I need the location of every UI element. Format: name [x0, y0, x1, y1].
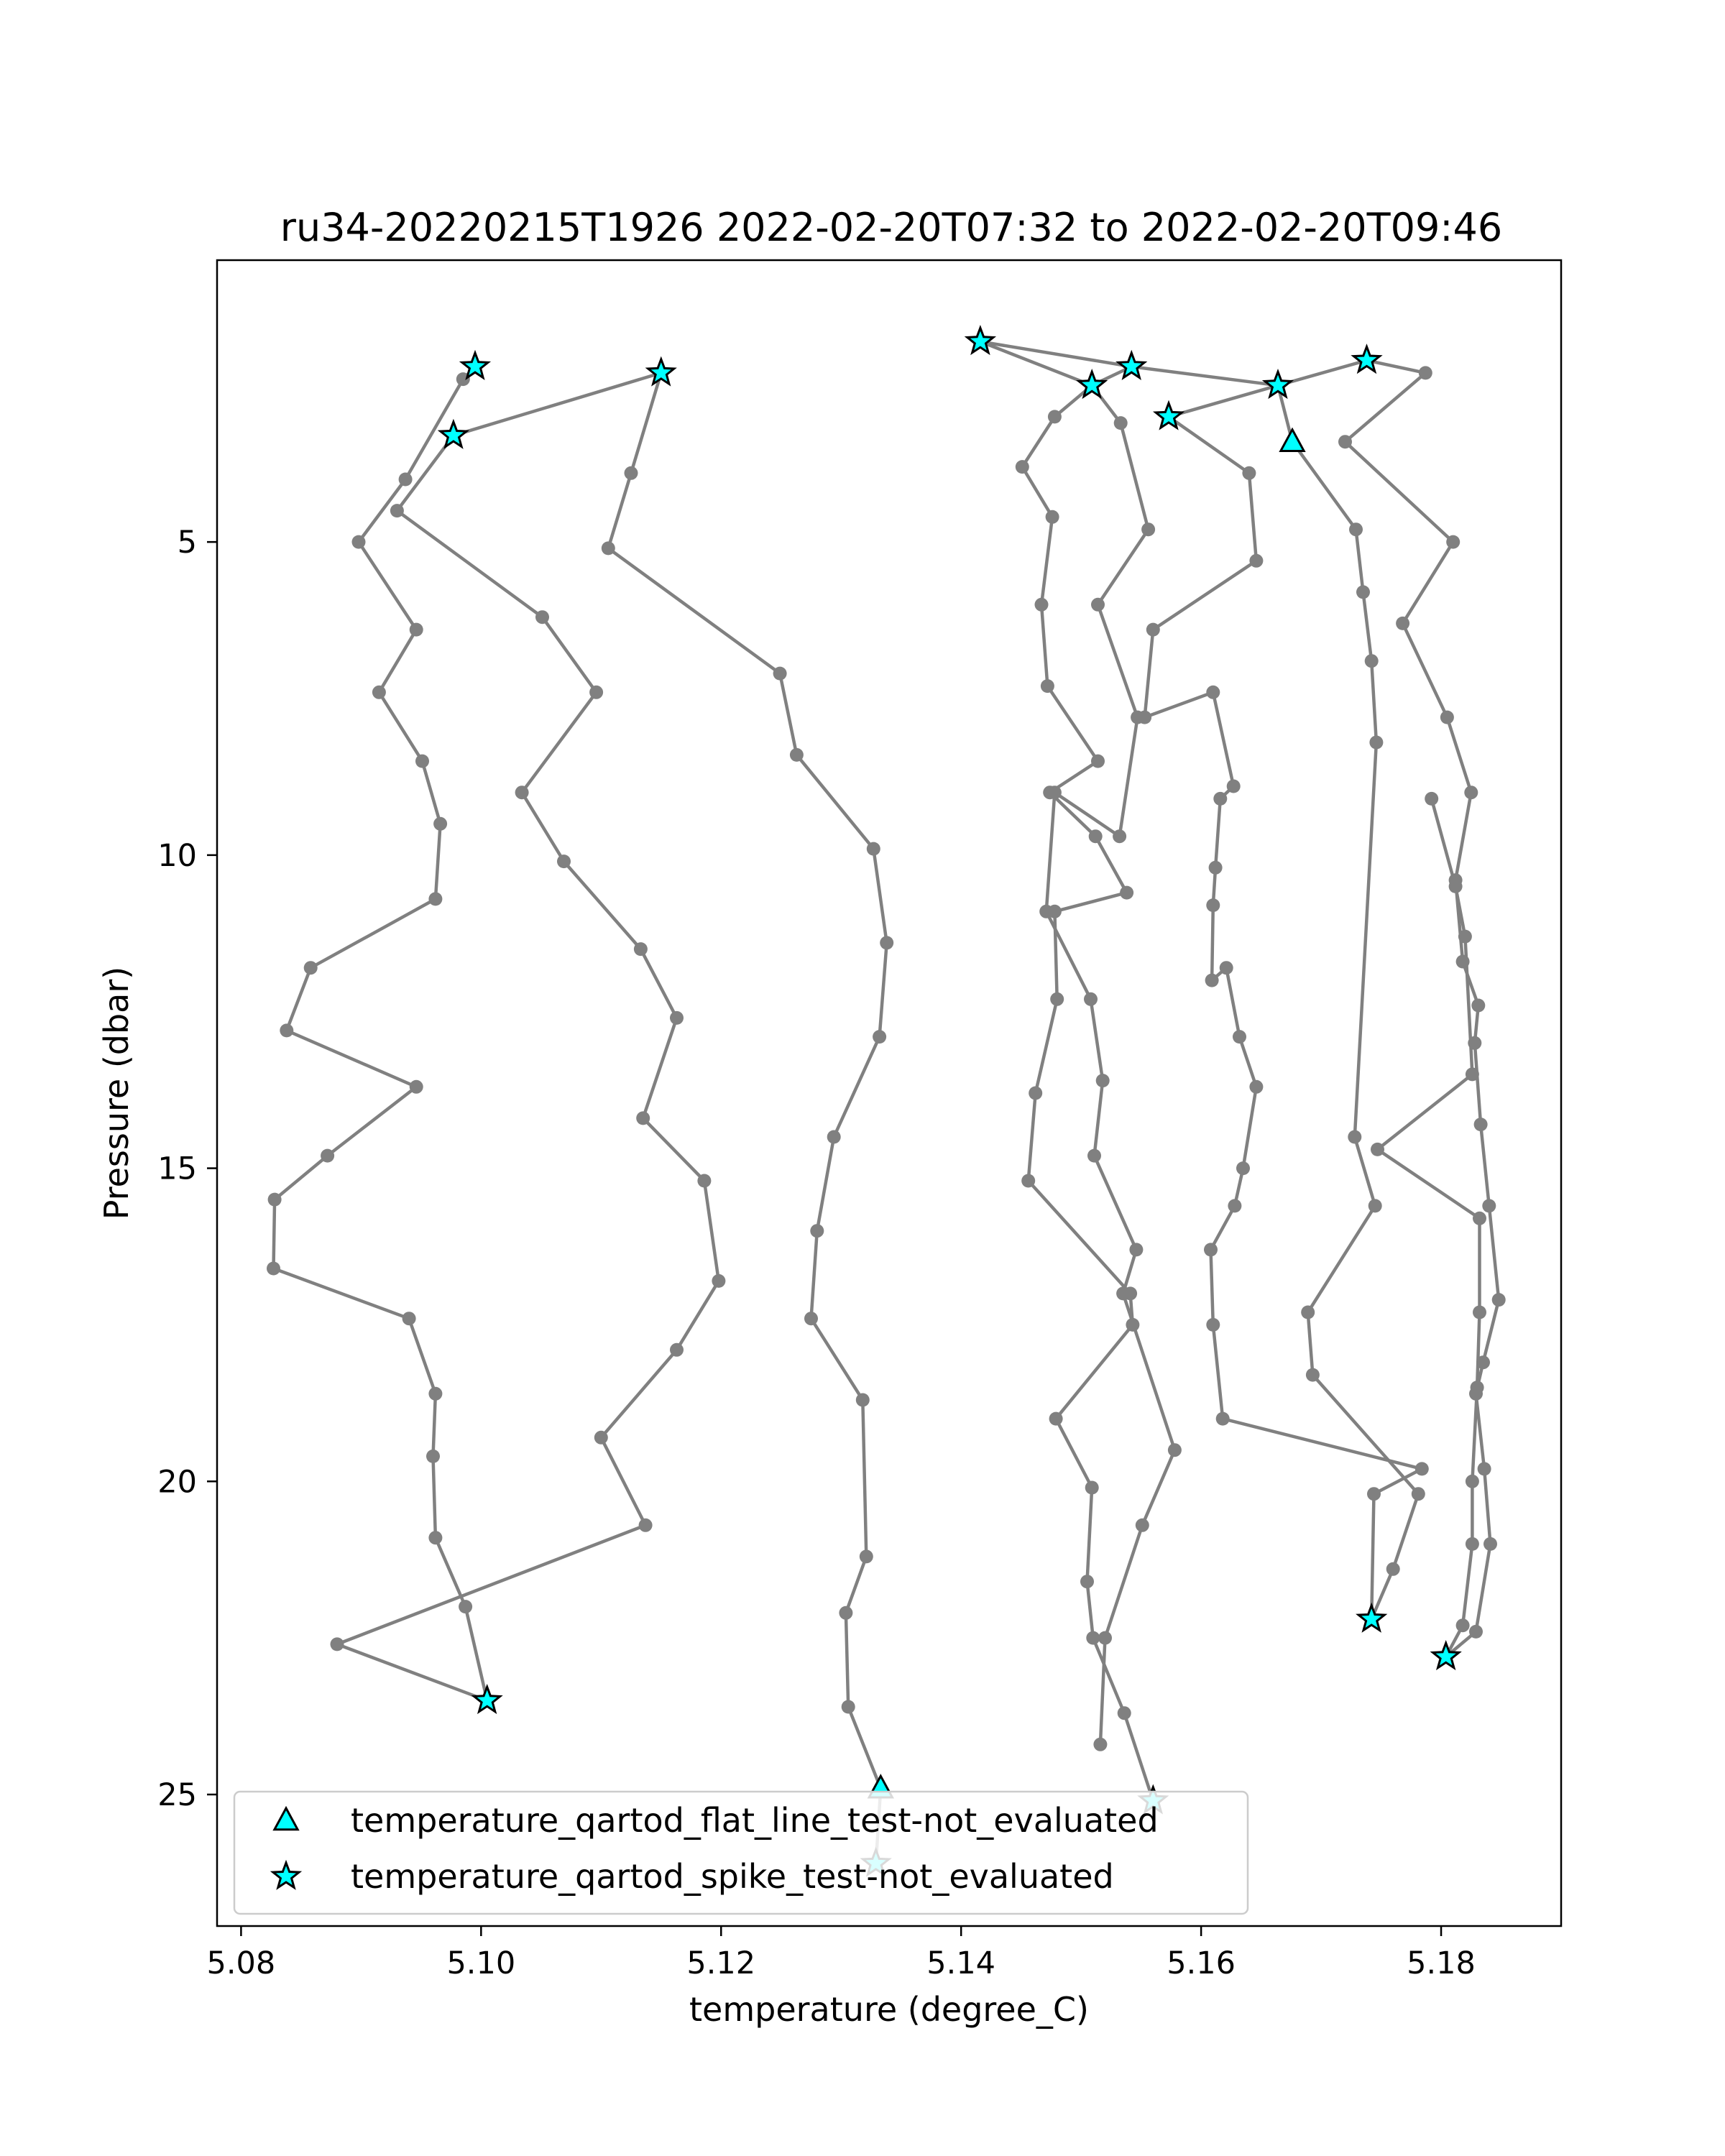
data-point [1141, 522, 1155, 536]
data-point [1048, 410, 1062, 423]
data-point [267, 1262, 280, 1276]
data-point [594, 1431, 608, 1445]
data-point [1396, 617, 1409, 630]
data-point [1469, 1625, 1483, 1639]
y-tick-label: 25 [157, 1777, 197, 1813]
legend [234, 1792, 1248, 1914]
legend-item [273, 1857, 1114, 1896]
data-point [1449, 880, 1463, 893]
data-point [1474, 1118, 1488, 1131]
data-point [428, 1387, 442, 1401]
data-point [873, 1030, 886, 1044]
data-point [867, 842, 880, 856]
data-point [535, 610, 549, 624]
data-point [804, 1312, 818, 1325]
data-point [1085, 1481, 1099, 1495]
data-point [634, 942, 648, 956]
data-point [1089, 829, 1103, 843]
data-point [1205, 974, 1219, 987]
data-point [1482, 1199, 1496, 1212]
data-point [1425, 792, 1438, 806]
data-point [410, 1080, 423, 1094]
data-point [268, 1193, 282, 1207]
data-point [1228, 1199, 1241, 1212]
data-point [1473, 1212, 1486, 1225]
data-point [1168, 1443, 1182, 1457]
data-point [1206, 1318, 1220, 1332]
data-point [1093, 1738, 1107, 1751]
data-point [1386, 1562, 1400, 1576]
data-point [1466, 1537, 1479, 1551]
data-point [1046, 510, 1059, 524]
data-point [1227, 780, 1241, 793]
data-point [625, 466, 638, 480]
data-point [1216, 1412, 1230, 1426]
data-point [1116, 1286, 1130, 1300]
data-point [331, 1637, 344, 1651]
data-point [639, 1519, 653, 1532]
data-point [1440, 711, 1454, 724]
data-point [1220, 961, 1233, 975]
data-point [1136, 1519, 1149, 1532]
y-tick-label: 15 [157, 1151, 197, 1187]
data-point [1236, 1161, 1250, 1175]
data-point [1035, 598, 1049, 612]
data-point [1213, 792, 1227, 806]
data-point [321, 1149, 334, 1163]
x-tick-label: 5.10 [446, 1945, 516, 1981]
data-point [1356, 585, 1370, 599]
data-point [1084, 992, 1098, 1006]
x-tick-label: 5.16 [1167, 1945, 1236, 1981]
data-point [839, 1606, 852, 1620]
data-point [352, 535, 366, 549]
data-point [670, 1343, 684, 1357]
data-point [773, 667, 787, 681]
data-point [1466, 1067, 1479, 1081]
data-point [304, 961, 318, 975]
data-point [712, 1274, 725, 1288]
data-point [1204, 1243, 1218, 1256]
data-point [1473, 1306, 1486, 1319]
x-axis-label: temperature (degree_C) [689, 1990, 1089, 2029]
data-point [280, 1023, 293, 1037]
data-point [372, 686, 386, 699]
data-point [459, 1600, 472, 1613]
data-point [842, 1700, 855, 1714]
data-point [1446, 535, 1460, 549]
data-point [428, 1531, 442, 1544]
data-point [1050, 992, 1064, 1006]
data-point [1242, 466, 1256, 480]
legend-label: temperature_qartod_flat_line_test-not_evaluated [351, 1801, 1159, 1840]
y-axis-label: Pressure (dbar) [97, 966, 136, 1220]
data-point [827, 1130, 841, 1144]
data-point [1118, 1706, 1131, 1720]
data-point [1466, 1475, 1479, 1488]
chart-title: ru34-20220215T1926 2022-02-20T07:32 to 2022-02-20T09:46 [280, 205, 1503, 250]
data-point [1471, 999, 1485, 1013]
data-point [1049, 1412, 1063, 1426]
data-point [1458, 930, 1472, 944]
data-point [1209, 861, 1223, 875]
data-point [1348, 1130, 1361, 1144]
data-point [1249, 554, 1263, 568]
data-point [390, 504, 404, 517]
data-point [589, 686, 603, 699]
data-point [1039, 905, 1053, 918]
data-point [1368, 1199, 1382, 1212]
data-point [1492, 1293, 1506, 1307]
x-tick-label: 5.08 [206, 1945, 276, 1981]
data-point [428, 892, 442, 906]
data-point [1365, 654, 1379, 668]
data-point [1021, 1174, 1035, 1188]
data-point [1146, 623, 1160, 637]
data-point [1120, 886, 1133, 900]
y-tick-label: 5 [177, 525, 197, 561]
data-point [1412, 1487, 1425, 1501]
data-point [1464, 786, 1478, 799]
data-point [1206, 898, 1220, 912]
data-point [1456, 1618, 1470, 1632]
data-point [1371, 1143, 1384, 1156]
data-point [1369, 736, 1383, 750]
data-point [433, 817, 447, 831]
data-point [1129, 1243, 1143, 1256]
data-point [1306, 1368, 1320, 1382]
data-point [1367, 1487, 1381, 1501]
legend-label: temperature_qartod_spike_test-not_evaluated [351, 1857, 1114, 1896]
data-point [860, 1549, 873, 1563]
data-point [1233, 1030, 1246, 1044]
data-point [410, 623, 423, 637]
data-point [1419, 366, 1432, 379]
x-tick-label: 5.18 [1407, 1945, 1476, 1981]
data-point [1041, 679, 1054, 693]
data-point [670, 1011, 684, 1025]
data-point [810, 1224, 824, 1238]
data-point [1138, 711, 1151, 724]
data-point [602, 541, 615, 555]
x-tick-label: 5.14 [926, 1945, 996, 1981]
data-point [636, 1111, 650, 1125]
data-point [1098, 1631, 1112, 1645]
data-point [1087, 1149, 1101, 1163]
data-point [1114, 416, 1128, 430]
data-point [1349, 522, 1363, 536]
data-point [1091, 598, 1105, 612]
data-point [1206, 686, 1220, 699]
data-point [557, 854, 571, 868]
data-point [415, 755, 429, 768]
data-point [1096, 1074, 1110, 1087]
data-point [1484, 1537, 1497, 1551]
data-point [515, 786, 529, 799]
data-point [1091, 755, 1105, 768]
data-point [1478, 1462, 1491, 1475]
data-point [402, 1312, 416, 1325]
data-point [1029, 1087, 1042, 1100]
data-point [856, 1393, 870, 1407]
data-point [1301, 1306, 1315, 1319]
data-point [1113, 829, 1126, 843]
data-point [1249, 1080, 1263, 1094]
data-point [880, 936, 893, 949]
data-point [1080, 1575, 1094, 1588]
data-point [1048, 786, 1062, 799]
data-point [426, 1450, 440, 1463]
data-point [1415, 1462, 1429, 1475]
legend-item [275, 1801, 1159, 1840]
x-tick-label: 5.12 [686, 1945, 756, 1981]
y-tick-label: 20 [157, 1464, 197, 1501]
data-point [1086, 1631, 1100, 1645]
data-point [790, 748, 804, 762]
data-point [1016, 460, 1029, 474]
data-point [697, 1174, 711, 1188]
data-point [1471, 1381, 1484, 1394]
data-point [399, 473, 413, 487]
y-tick-label: 10 [157, 837, 197, 874]
data-point [1338, 435, 1352, 448]
